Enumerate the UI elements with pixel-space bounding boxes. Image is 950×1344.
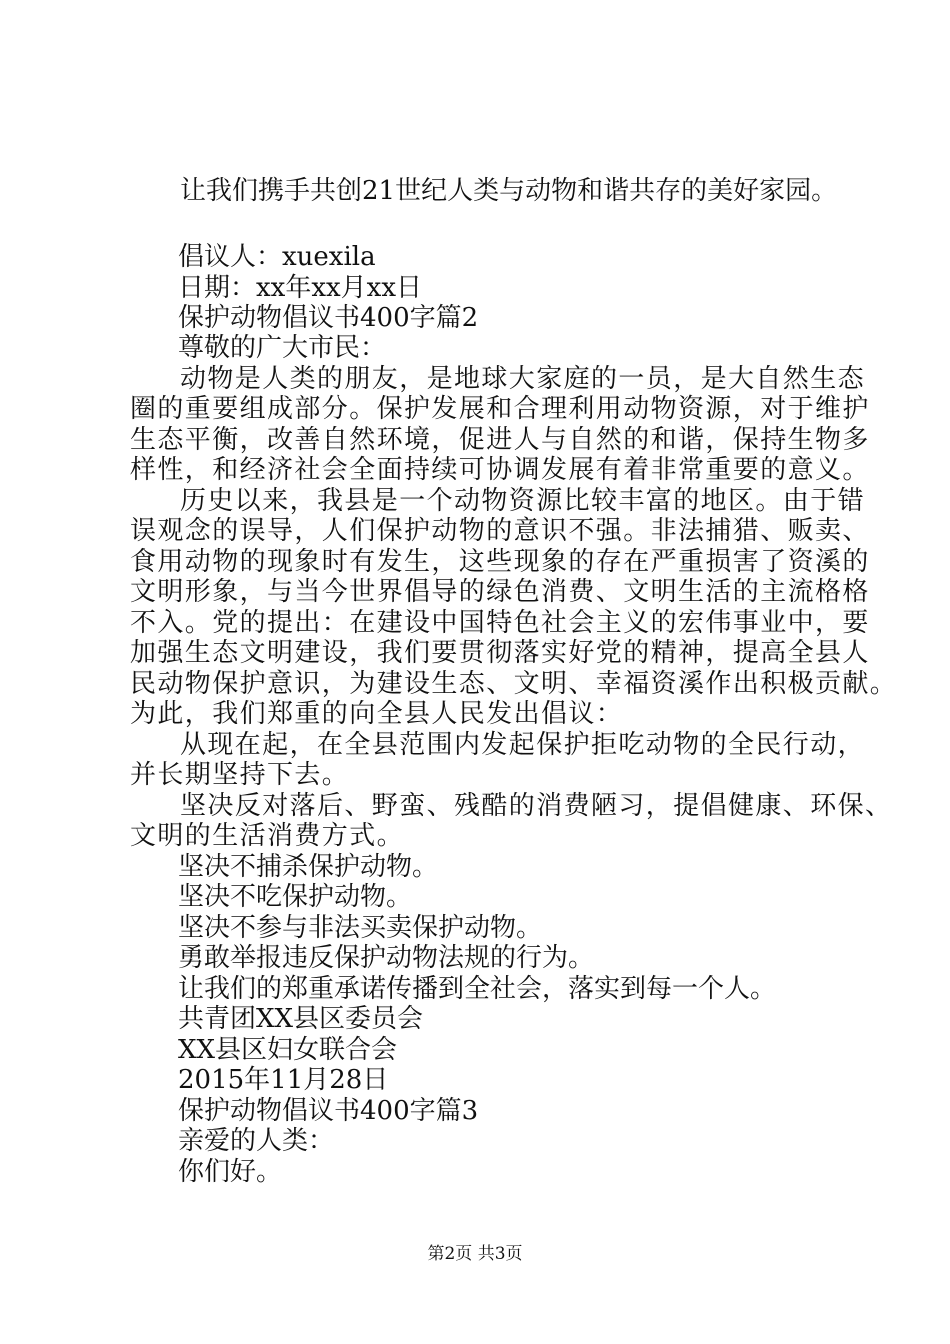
paragraph-line: 并长期坚持下去。 (130, 760, 350, 790)
paragraph-line: 圈的重要组成部分。保护发展和合理利用动物资源，对于维护 (130, 394, 870, 424)
pledge-item: 坚决不参与非法买卖保护动物。 (178, 913, 543, 943)
paragraph-line: 民动物保护意识，为建设生态、文明、幸福资溪作出积极贡献。 (130, 669, 898, 699)
org-signature: 共青团XX县区委员会 (178, 1004, 424, 1034)
paragraph-line: 样性，和经济社会全面持续可协调发展有着非常重要的意义。 (130, 455, 870, 485)
page-footer: 第2页 共3页 (427, 1244, 523, 1264)
paragraph-line: 文明的生活消费方式。 (130, 821, 405, 851)
paragraph-line: 加强生态文明建设，我们要贯彻落实好党的精神，提高全县人 (130, 638, 870, 668)
signer-line: 倡议人：xuexila (178, 242, 376, 272)
paragraph-line: 为此，我们郑重的向全县人民发出倡议： (130, 699, 624, 729)
pledge-item: 坚决不吃保护动物。 (178, 882, 413, 912)
closing-line: 让我们携手共创21世纪人类与动物和谐共存的美好家园。 (180, 176, 838, 206)
heading-part-2: 保护动物倡议书400字篇2 (178, 303, 479, 333)
date-line: 日期：xx年xx月xx日 (178, 273, 422, 303)
paragraph-line: 生态平衡，改善自然环境，促进人与自然的和谐，保持生物多 (130, 425, 870, 455)
greeting-line: 你们好。 (178, 1157, 283, 1187)
paragraph-line: 动物是人类的朋友，是地球大家庭的一员，是大自然生态 (180, 364, 866, 394)
heading-part-3: 保护动物倡议书400字篇3 (178, 1096, 479, 1126)
pledge-item: 勇敢举报违反保护动物法规的行为。 (178, 943, 595, 973)
org-signature: XX县区妇女联合会 (178, 1035, 398, 1065)
commitment-line: 让我们的郑重承诺传播到全社会，落实到每一个人。 (178, 974, 777, 1004)
signature-date: 2015年11月28日 (178, 1065, 389, 1095)
salutation-part-2: 尊敬的广大市民： (178, 333, 387, 363)
paragraph-line: 坚决反对落后、野蛮、残酷的消费陋习，提倡健康、环保、 (180, 791, 893, 821)
paragraph-line: 食用动物的现象时有发生，这些现象的存在严重损害了资溪的 (130, 547, 870, 577)
paragraph-line: 不入。党的提出：在建设中国特色社会主义的宏伟事业中，要 (130, 608, 870, 638)
salutation-part-3: 亲爱的人类： (178, 1126, 335, 1156)
paragraph-line: 从现在起，在全县范围内发起保护拒吃动物的全民行动， (180, 730, 866, 760)
paragraph-line: 历史以来，我县是一个动物资源比较丰富的地区。由于错 (180, 486, 866, 516)
paragraph-line: 误观念的误导，人们保护动物的意识不强。非法捕猎、贩卖、 (130, 516, 870, 546)
paragraph-line: 文明形象，与当今世界倡导的绿色消费、文明生活的主流格格 (130, 577, 870, 607)
pledge-item: 坚决不捕杀保护动物。 (178, 852, 439, 882)
